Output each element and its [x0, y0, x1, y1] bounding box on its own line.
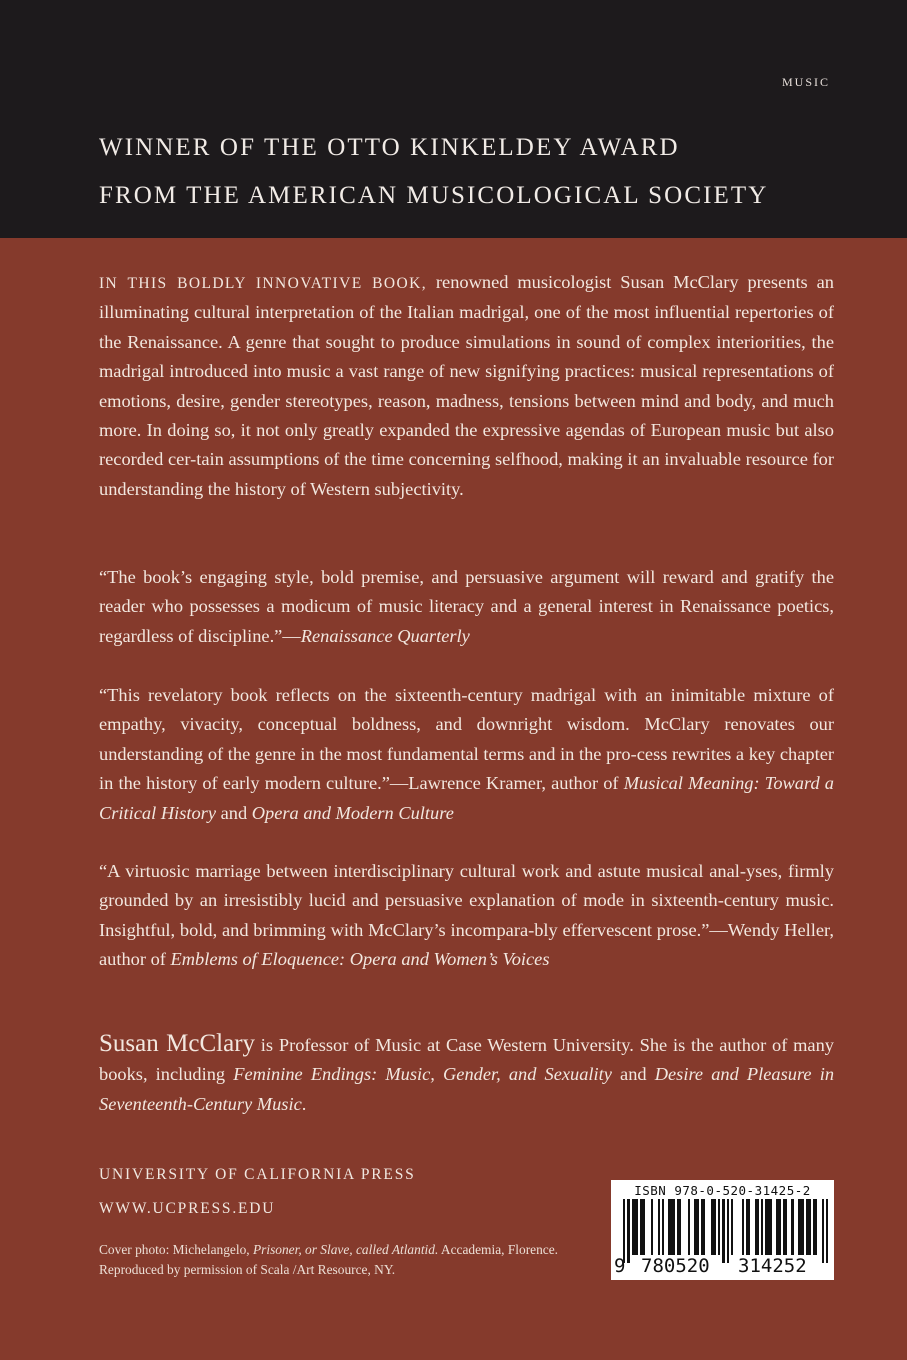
award-heading [99, 124, 768, 220]
quote-1 [99, 563, 834, 651]
quote-3-work-1: Emblems of Eloquence: Opera and Women’s Voices [170, 949, 550, 970]
author-bio-and: and [611, 1064, 655, 1085]
description-text: renowned musicologist Susan McClary presents an illuminating cultural interpretation of the Italian madrigal, one of the most influential repertories of the Renaissance. A genre that sought to produce simulations in sound of complex interiorities, the madrigal introduced into music a vast range of new signifying practices: musical representations of emotions, desire, gender stereotypes, reason, madness, tensions between mind and body, and much more. In doing so, it not only greatly expanded the expressive agendas of European music but also recorded cer-tain assumptions of the time concerning selfhood, making it an invaluable resource for understanding the history of Western subjectivity. [99, 272, 835, 499]
description [99, 268, 834, 504]
author-book-1: Feminine Endings: Music, Gender, and Sexuality [233, 1064, 612, 1085]
barcode-bar [718, 1199, 720, 1255]
isbn-barcode [611, 1180, 834, 1280]
barcode-bar [802, 1199, 804, 1255]
barcode-digits [611, 1254, 834, 1278]
quote-2-text: “This revelatory book reflects on the sixteenth-century madrigal with an inimitable mixture of empathy, vivacity, conceptual boldness, and downright wisdom. McClary renovates our understanding of the genre in the most fundamental terms and in the pro-cess rewrites a key chapter in the history of early modern culture.”—Lawrence Kramer, author of [99, 685, 834, 794]
author-bio [99, 1029, 834, 1119]
award-line-1: WINNER OF THE OTTO KINKELDEY AWARD [99, 134, 680, 161]
credit-title: Prisoner, or Slave, called Atlantid. [252, 1242, 439, 1257]
credit-suffix: Accademia, Florence. Reproduced by permission of Scala /Art Resource, NY. [99, 1242, 559, 1277]
quote-1-source: Renaissance Quarterly [300, 625, 470, 646]
barcode-bar [809, 1199, 811, 1255]
barcode-bar [731, 1199, 733, 1255]
barcode-bar [662, 1199, 664, 1255]
barcode-bars [623, 1199, 828, 1259]
quote-1-text: “The book’s engaging style, bold premise, and persuasive argument will reward and gratify the reader who possesses a modicum of music literacy and a general interest in Renaissance poetics, regardless of discipline.”— [99, 567, 834, 646]
barcode-bar [748, 1199, 750, 1255]
publisher-block [99, 1158, 416, 1226]
barcode-bar [742, 1199, 744, 1255]
barcode-bar [761, 1199, 763, 1255]
author-bio-text-1: is Professor of Music at Case Western University. She is the author of many books, including [99, 1035, 834, 1085]
barcode-bar [688, 1199, 690, 1255]
quote-2 [99, 681, 834, 828]
quote-2-and: and [216, 802, 252, 823]
cover-photo-credit [99, 1240, 559, 1280]
barcode-digit-first: 9 [614, 1255, 626, 1277]
barcode-digits-left: 780520 [641, 1255, 710, 1277]
publisher-url: WWW.UCPRESS.EDU [99, 1200, 276, 1217]
barcode-bar [791, 1199, 793, 1255]
description-lead: IN THIS BOLDLY INNOVATIVE BOOK, [99, 275, 427, 292]
barcode-bar [757, 1199, 759, 1255]
credit-prefix: Cover photo: Michelangelo, [99, 1242, 253, 1257]
award-line-2: FROM THE AMERICAN MUSICOLOGICAL SOCIETY [99, 182, 769, 209]
quote-3 [99, 857, 834, 975]
barcode-bar [770, 1199, 772, 1255]
barcode-bar [651, 1199, 653, 1255]
author-bio-end: . [301, 1093, 307, 1114]
barcode-digits-right: 314252 [738, 1255, 807, 1277]
barcode-bar [636, 1199, 638, 1255]
quote-3-text: “A virtuosic marriage between interdisciplinary cultural work and astute musical anal-yses, firmly grounded by an irresistibly lucid and persuasive explanation of mode in sixteenth-century music. Insightful, bold, and brimming with McClary’s incompara-bly effervescent prose.”—Wendy Heller, author of [99, 861, 834, 970]
barcode-bar [703, 1199, 705, 1255]
publisher-name: UNIVERSITY OF CALIFORNIA PRESS [99, 1166, 416, 1183]
isbn-label: ISBN 978-0-520-31425-2 [634, 1183, 811, 1198]
barcode-bar [714, 1199, 716, 1255]
barcode-bar [778, 1199, 780, 1255]
barcode-bar [658, 1199, 660, 1255]
barcode-bar [673, 1199, 675, 1255]
quote-2-work-1: Musical Meaning: Toward a Critical History [99, 773, 834, 823]
category-label: MUSIC [781, 75, 830, 89]
quote-2-work-2: Opera and Modern Culture [251, 802, 454, 823]
author-name: Susan McClary [99, 1030, 256, 1057]
barcode-bar [642, 1199, 644, 1255]
barcode-bar [679, 1199, 681, 1255]
barcode-bar [696, 1199, 698, 1255]
barcode-bar [815, 1199, 817, 1255]
barcode-bar [785, 1199, 787, 1255]
author-book-2: Desire and Pleasure in Seventeenth-Century Music [99, 1064, 835, 1114]
